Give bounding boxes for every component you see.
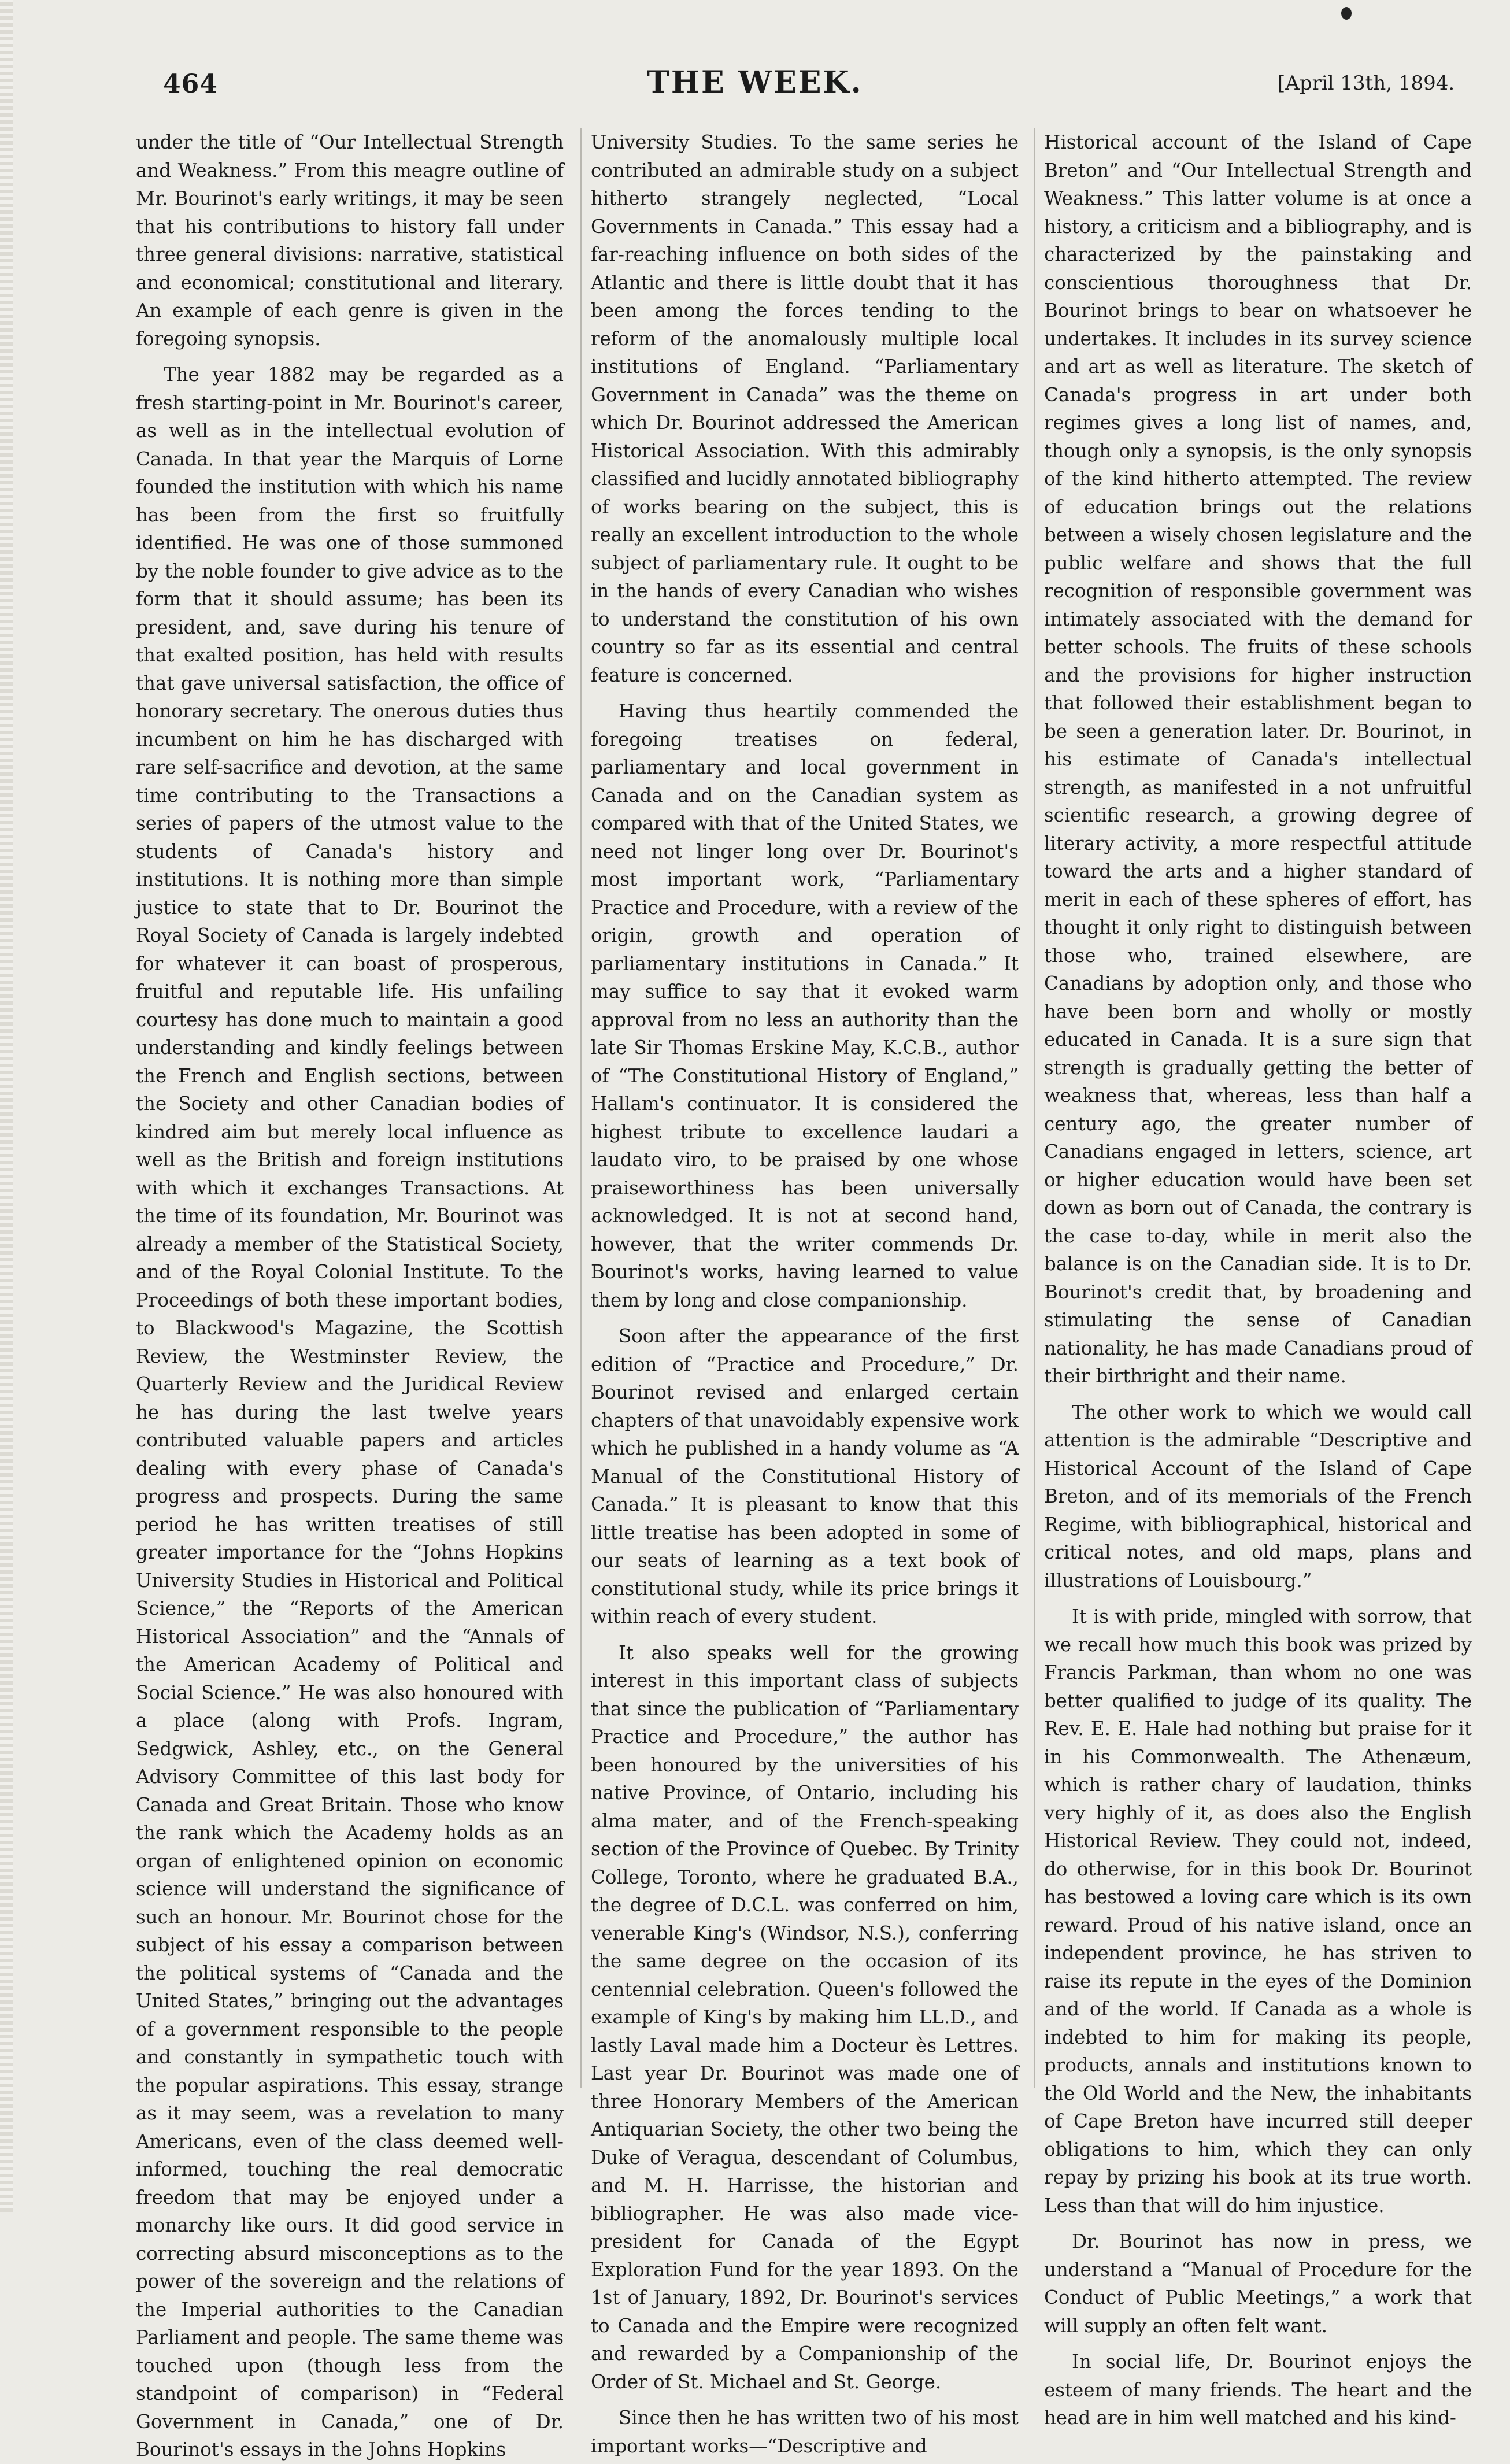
ink-mark	[1341, 7, 1352, 20]
page-header	[0, 65, 1510, 111]
publication-title: THE WEEK.	[647, 65, 863, 100]
paragraph: Dr. Bourinot has now in press, we understand a “Manual of Procedure for the Conduct of Public Meetings,” a work that will supply an often felt want.	[1044, 2230, 1472, 2337]
page-binding-edge	[0, 0, 13, 2212]
paragraph: Having thus heartily commended the foregoing treatises on federal, parliamentary and local government in Canada and on the Canadian system as compared with that of the United States, we need not linger long over Dr. Bourinot's most important work, “Parliamentary Practice and Procedure, with a review of the origin, growth and operation of parliamentary institutions in Canada.” It may suffice to say that it evoked warm approval from no less an authority than the late Sir Thomas Erskine May, K.C.B., author of “The Constitutional History of England,” Hallam's continuator. It is considered the highest tribute to excellence laudari a laudato viro, to be praised by one whose praiseworthiness has been universally acknowledged. It is not at second hand, however, that the writer commends Dr. Bourinot's works, having learned to value them by long and close companionship.	[591, 700, 1019, 1311]
paragraph: University Studies. To the same series he contributed an admirable study on a subject hitherto strangely neglected, “Local Governments in Canada.” This essay had a far-reaching influence on both sides of the Atlantic and there is little doubt that it has been among the forces tending to the reform of the anomalously multiple local institutions of England. “Parliamentary Government in Canada” was the theme on which Dr. Bourinot addressed the American Historical Association. With this admirably classified and lucidly annotated bibliography of works bearing on the subject, this is really an excellent introduction to the whole subject of parliamentary rule. It ought to be in the hands of every Canadian who wishes to understand the constitution of his own country so far as its essential and central feature is concerned.	[591, 131, 1019, 686]
paragraph: Soon after the appearance of the first edition of “Practice and Procedure,” Dr. Bourinot revised and enlarged certain chapters of that unavoidably expensive work which he published in a handy volume as “A Manual of the Constitutional History of Canada.” It is pleasant to know that this little treatise has been adopted in some of our seats of learning as a text book of constitutional study, while its price brings it within reach of every student.	[591, 1325, 1019, 1627]
paragraph: Historical account of the Island of Cape Breton” and “Our Intellectual Strength and Weakness.” This latter volume is at once a history, a criticism and a bibliography, and is characterized by the painstaking and conscientious thoroughness that Dr. Bourinot brings to bear on whatsoever he undertakes. It includes in its survey science and art as well as literature. The sketch of Canada's progress in art under both regimes gives a long list of names, and, though only a synopsis, is the only synopsis of the kind hitherto attempted. The review of education brings out the relations between a wisely chosen legislature and the public welfare and shows that the full recognition of responsible government was intimately associated with the demand for better schools. The fruits of these schools and the provisions for higher instruction that followed their establishment began to be seen a generation later. Dr. Bourinot, in his estimate of Canada's intellectual strength, as manifested in a not unfruitful scientific research, a growing degree of literary activity, a more respectful attitude toward the arts and a higher standard of merit in each of these spheres of effort, has thought it only right to distinguish between those who, trained elsewhere, are Canadians by adoption only, and those who have been born and wholly or mostly educated in Canada. It is a sure sign that strength is gradually getting the better of weakness that, whereas, less than half a century ago, the greater number of Canadians engaged in letters, science, art or higher education would have been set down as born out of Canada, the contrary is the case to-day, while in merit also the balance is on the Canadian side. It is to Dr. Bourinot's credit that, by broadening and stimulating the sense of Canadian nationality, he has made Canadians proud of their birthright and their name.	[1044, 131, 1472, 1387]
paragraph: The year 1882 may be regarded as a fresh starting-point in Mr. Bourinot's career, as well as in the intellectual evolution of Canada. In that year the Marquis of Lorne founded the institution with which his name has been from the first so fruitfully identified. He was one of those summoned by the noble founder to give advice as to the form that it should assume; has been its president, and, save during his tenure of that exalted position, has held with results that gave universal satisfaction, the office of honorary secretary. The onerous duties thus incumbent on him he has discharged with rare self-sacrifice and devotion, at the same time contributing to the Transactions a series of papers of the utmost value to the students of Canada's history and institutions. It is nothing more than simple justice to state that to Dr. Bourinot the Royal Society of Canada is largely indebted for whatever it can boast of prosperous, fruitful and reputable life. His unfailing courtesy has done much to maintain a good understanding and kindly feelings between the French and English sections, between the Society and other Canadian bodies of kindred aim but merely local influence as well as the British and foreign institutions with which it exchanges Transactions. At the time of its foundation, Mr. Bourinot was already a member of the Statistical Society, and of the Royal Colonial Institute. To the Proceedings of both these important bodies, to Blackwood's Magazine, the Scottish Review, the Westminster Review, the Quarterly Review and the Juridical Review he has during the last twelve years contributed valuable papers and articles dealing with every phase of Canada's progress and prospects. During the same period he has written treatises of still greater importance for the “Johns Hopkins University Studies in Historical and Political Science,” the “Reports of the American Historical Association” and the “Annals of the American Academy of Political and Social Science.” He was also honoured with a place (along with Profs. Ingram, Sedgwick, Ashley, etc., on the General Advisory Committee of this last body for Canada and Great Britain. Those who know the rank which the Academy holds as an organ of enlightened opinion on economic science will understand the significance of such an honour. Mr. Bourinot chose for the subject of his essay a comparison between the political systems of “Canada and the United States,” bringing out the advantages of a government responsible to the people and constantly in sympathetic touch with the popular aspirations. This essay, strange as it may seem, was a revelation to many Americans, even of the class deemed well-informed, touching the real democratic freedom that may be enjoyed under a monarchy like ours. It did good service in correcting absurd misconceptions as to the power of the sovereign and the relations of the Imperial authorities to the Canadian Parliament and people. The same theme was touched upon (though less from the standpoint of comparison) in “Federal Government in Canada,” one of Dr. Bourinot's essays in the Johns Hopkins	[136, 364, 564, 2461]
article-column-1	[136, 128, 564, 2464]
paragraph: It also speaks well for the growing interest in this important class of subjects that since the publication of “Parliamentary Practice and Procedure,” the author has been honoured by the universities of his native Province, of Ontario, including his alma mater, and of the French-speaking section of the Province of Quebec. By Trinity College, Toronto, where he graduated B.A., the degree of D.C.L. was conferred on him, venerable King's (Windsor, N.S.), conferring the same degree on the occasion of its centennial celebration. Queen's followed the example of King's by making him LL.D., and lastly Laval made him a Docteur ès Lettres. Last year Dr. Bourinot was made one of three Honorary Members of the American Antiquarian Society, the other two being the Duke of Veragua, descendant of Columbus, and M. H. Harrisse, the historian and bibliographer. He was also made vice-president for Canada of the Egypt Exploration Fund for the year 1893. On the 1st of January, 1892, Dr. Bourinot's services to Canada and the Empire were recognized and rewarded by a Companionship of the Order of St. Michael and St. George.	[591, 1641, 1019, 2393]
paragraph: The other work to which we would call attention is the admirable “Descriptive and Historical Account of the Island of Cape Breton, and of its memorials of the French Regime, with bibliographical, historical and critical notes, and old maps, plans and illustrations of Louisbourg.”	[1044, 1401, 1472, 1592]
column-divider	[580, 128, 582, 2088]
issue-date: [April 13th, 1894.	[1278, 72, 1455, 95]
column-divider	[1034, 128, 1035, 2088]
page-number: 464	[163, 69, 218, 99]
paragraph: Since then he has written two of his most important works—“Descriptive and	[591, 2407, 1019, 2457]
article-column-3	[1044, 128, 1472, 2432]
article-column-2	[591, 128, 1019, 2460]
paragraph: under the title of “Our Intellectual Strength and Weakness.” From this meagre outline of Mr. Bourinot's early writings, it may be seen that his contributions to history fall under three general divisions: narrative, statistical and economical; constitutional and literary. An example of each genre is given in the foregoing synopsis.	[136, 131, 564, 350]
paragraph: In social life, Dr. Bourinot enjoys the esteem of many friends. The heart and the head are in him well matched and his kind-	[1044, 2351, 1472, 2429]
paragraph: It is with pride, mingled with sorrow, that we recall how much this book was prized by Francis Parkman, than whom no one was better qualified to judge of its quality. The Rev. E. E. Hale had nothing but praise for it in his Commonwealth. The Athenæum, which is rather chary of laudation, thinks very highly of it, as does also the English Historical Review. They could not, indeed, do otherwise, for in this book Dr. Bourinot has bestowed a loving care which is its own reward. Proud of his native island, once an independent province, he has striven to raise its repute in the eyes of the Dominion and of the world. If Canada as a whole is indebted to him for making its people, products, annals and institutions known to the Old World and the New, the inhabitants of Cape Breton have incurred still deeper obligations to him, which they can only repay by prizing his book at its true worth. Less than that will do him injustice.	[1044, 1605, 1472, 2217]
